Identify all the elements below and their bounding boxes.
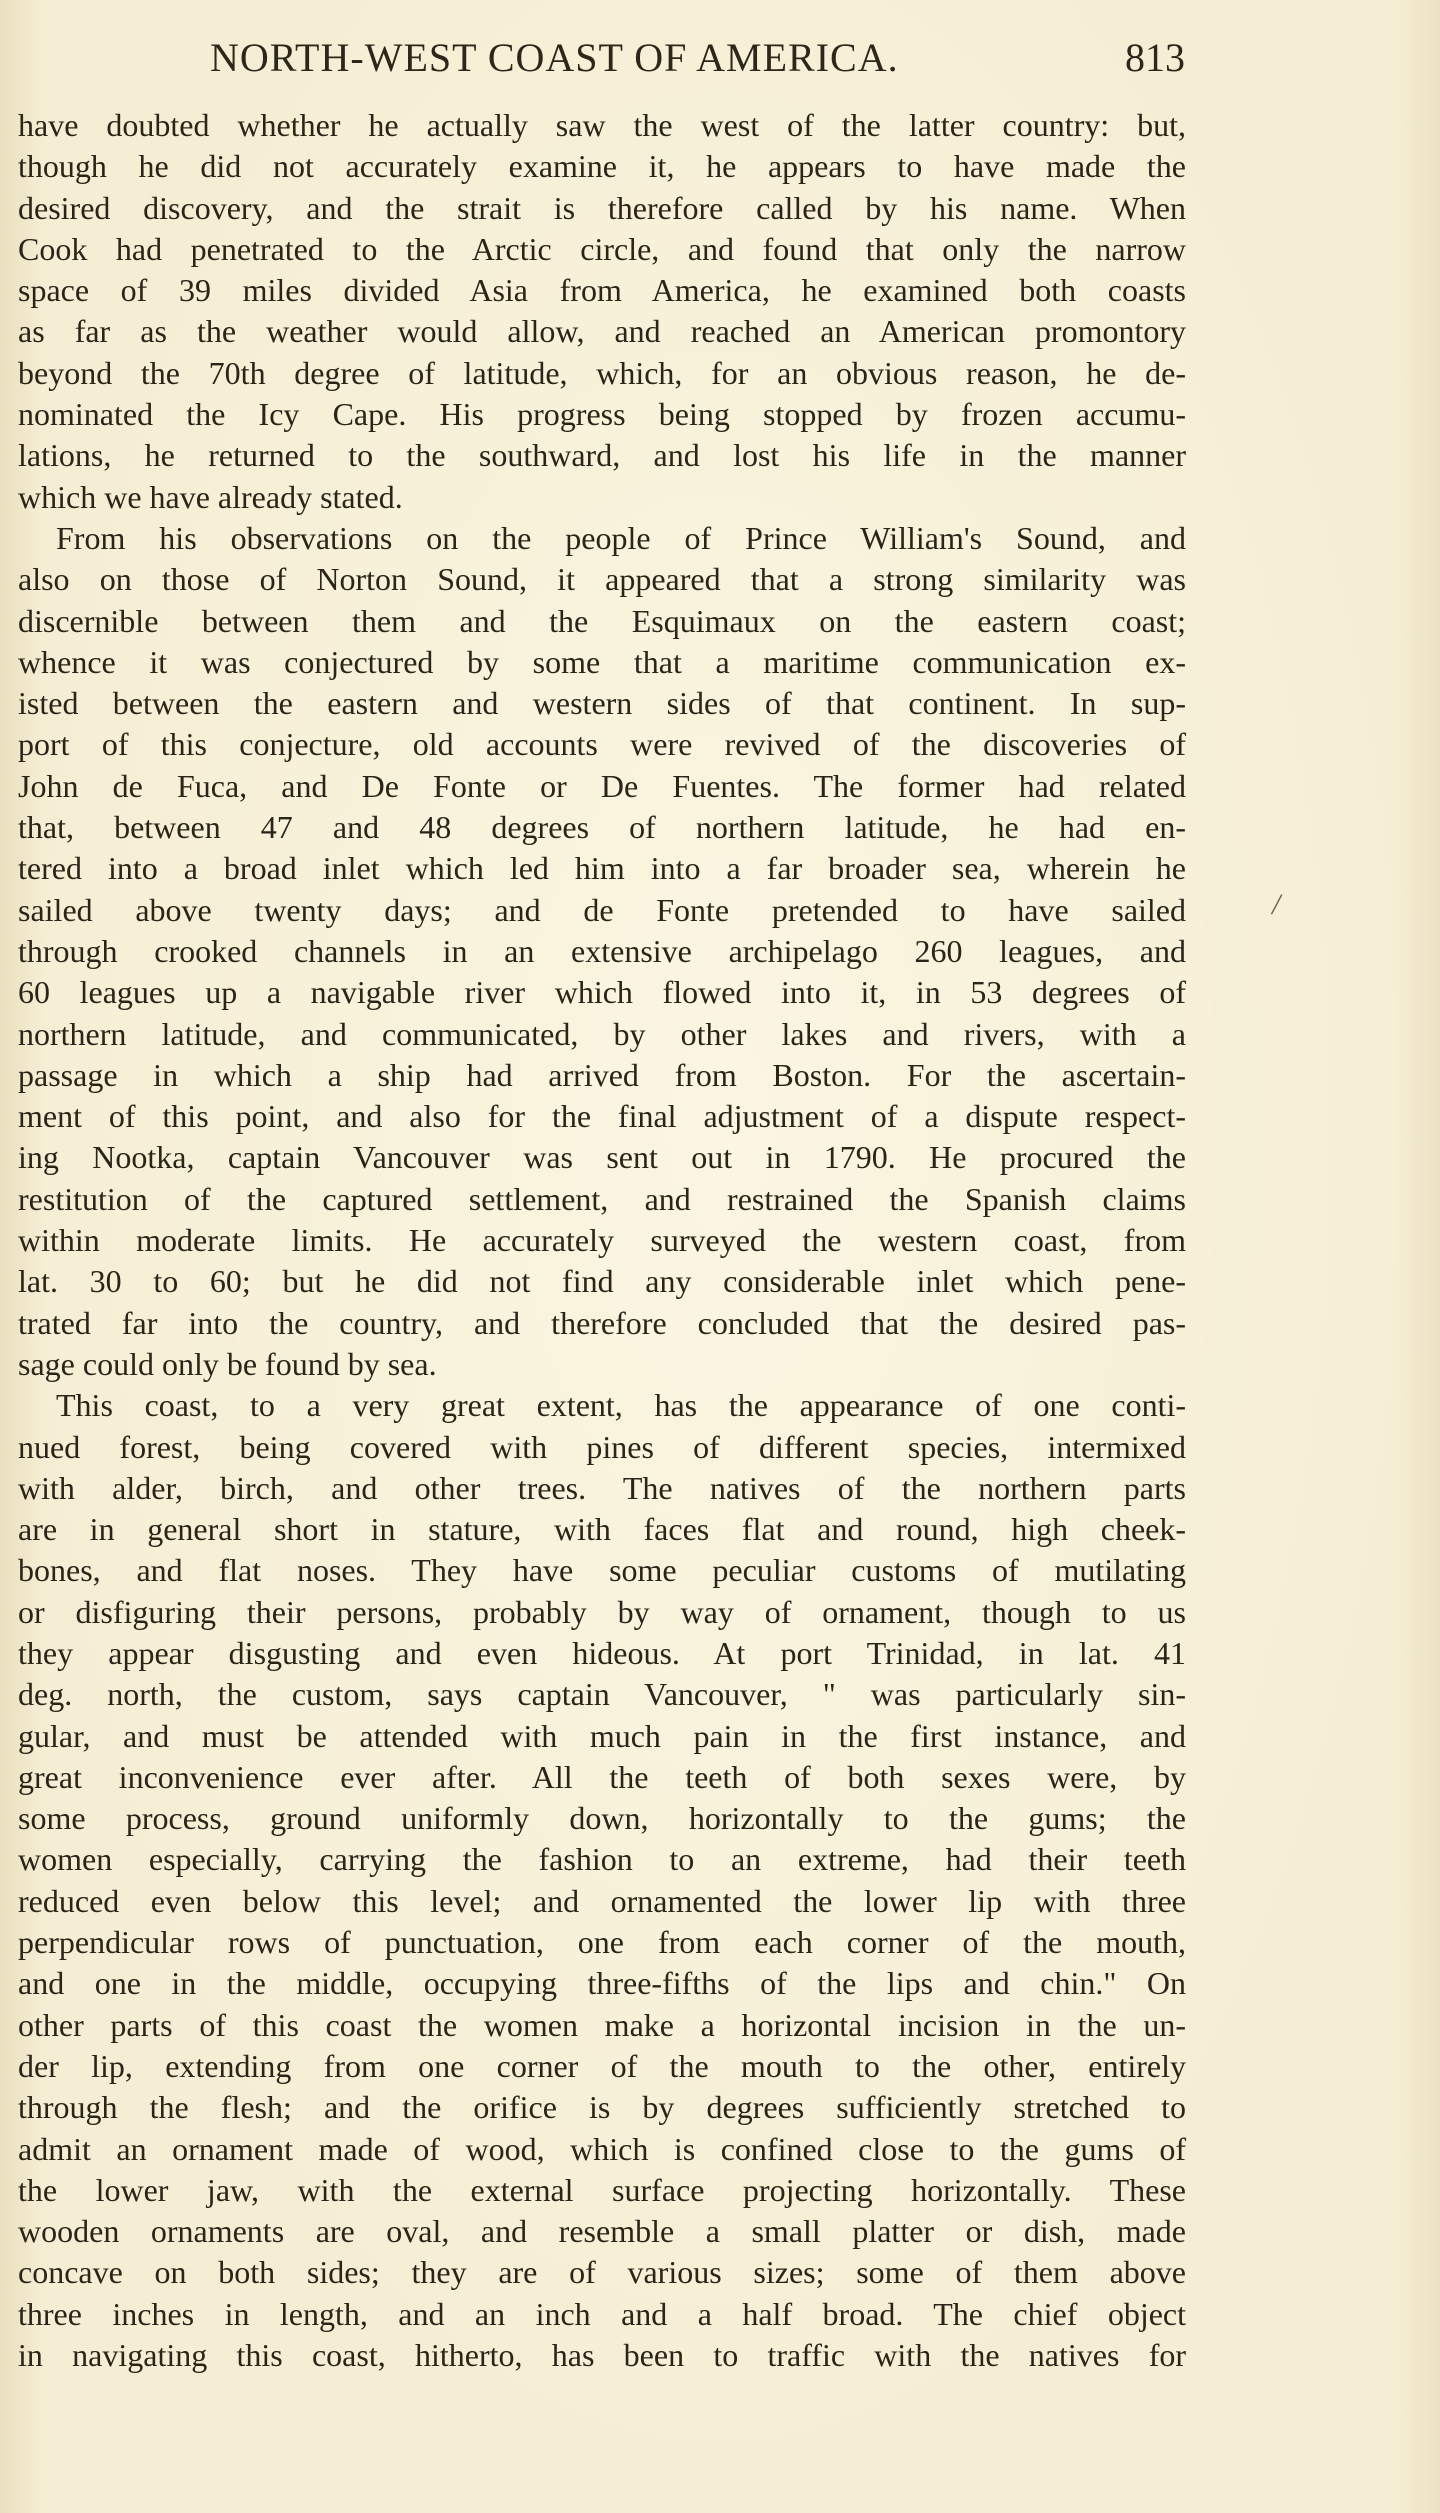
text-line: deg. north, the custom, says captain Vancouver, " was particularly sin- — [18, 1676, 1186, 1713]
text-line: have doubted whether he actually saw the west of the latter country: but, — [18, 107, 1186, 143]
text-line: beyond the 70th degree of latitude, which, for an obvious reason, he de- — [18, 354, 1186, 391]
text-line: ing Nootka, captain Vancouver was sent out in 1790. He procured the — [18, 1139, 1186, 1176]
text-line: lations, he returned to the southward, and lost his life in the manner — [18, 437, 1186, 474]
text-line: sage could only be found by sea. — [18, 1345, 437, 1382]
text-line: other parts of this coast the women make a horizontal incision in the un- — [18, 2006, 1186, 2043]
text-line: northern latitude, and communicated, by other lakes and rivers, with a — [18, 1015, 1186, 1052]
text-line: bones, and flat noses. They have some peculiar customs of mutilating — [18, 1552, 1186, 1589]
text-line: great inconvenience ever after. All the teeth of both sexes were, by — [18, 1758, 1186, 1795]
text-line: port of this conjecture, old accounts were revived of the discoveries of — [18, 726, 1186, 763]
text-line: as far as the weather would allow, and reached an American promontory — [18, 313, 1186, 350]
text-line: isted between the eastern and western sides of that continent. In sup- — [18, 685, 1186, 722]
text-line: nominated the Icy Cape. His progress being stopped by frozen accumu- — [18, 396, 1186, 433]
text-line: and one in the middle, occupying three-fifths of the lips and chin." On — [18, 1965, 1186, 2002]
text-line: that, between 47 and 48 degrees of northern latitude, he had en- — [18, 809, 1186, 846]
text-line: desired discovery, and the strait is therefore called by his name. When — [18, 189, 1186, 226]
text-line: reduced even below this level; and ornamented the lower lip with three — [18, 1882, 1186, 1919]
text-line: through crooked channels in an extensive archipelago 260 leagues, and — [18, 932, 1186, 969]
text-line: This coast, to a very great extent, has the appearance of one conti- — [56, 1387, 1186, 1424]
text-line: passage in which a ship had arrived from Boston. For the ascertain- — [18, 1056, 1186, 1093]
text-line: perpendicular rows of punctuation, one from each corner of the mouth, — [18, 1924, 1186, 1961]
text-line: some process, ground uniformly down, horizontally to the gums; the — [18, 1800, 1186, 1837]
text-line: whence it was conjectured by some that a maritime communication ex- — [18, 643, 1186, 680]
margin-mark: / — [1272, 888, 1281, 921]
text-line: admit an ornament made of wood, which is confined close to the gums of — [18, 2130, 1186, 2167]
text-line: which we have already stated. — [18, 478, 403, 515]
text-line: trated far into the country, and therefore concluded that the desired pas- — [18, 1304, 1186, 1341]
text-line: tered into a broad inlet which led him into a far broader sea, wherein he — [18, 850, 1186, 887]
text-line: Cook had penetrated to the Arctic circle, and found that only the narrow — [18, 230, 1186, 267]
text-line: der lip, extending from one corner of the mouth to the other, entirely — [18, 2047, 1186, 2084]
text-line: women especially, carrying the fashion to an extreme, had their teeth — [18, 1841, 1186, 1878]
text-line: space of 39 miles divided Asia from America, he examined both coasts — [18, 272, 1186, 309]
page-number: 813 — [1125, 35, 1185, 80]
text-line: in navigating this coast, hitherto, has been to traffic with the natives for — [18, 2337, 1186, 2374]
text-line: From his observations on the people of Prince William's Sound, and — [56, 519, 1186, 556]
text-line: are in general short in stature, with faces flat and round, high cheek- — [18, 1511, 1186, 1548]
text-line: John de Fuca, and De Fonte or De Fuentes. The former had related — [18, 767, 1186, 804]
text-line: with alder, birch, and other trees. The natives of the northern parts — [18, 1469, 1186, 1506]
text-line: ment of this point, and also for the final adjustment of a dispute respect- — [18, 1098, 1186, 1135]
text-line: restitution of the captured settlement, and restrained the Spanish claims — [18, 1180, 1186, 1217]
text-line: sailed above twenty days; and de Fonte pretended to have sailed — [18, 891, 1186, 928]
text-line: lat. 30 to 60; but he did not find any considerable inlet which pene- — [18, 1263, 1186, 1300]
text-line: within moderate limits. He accurately surveyed the western coast, from — [18, 1222, 1186, 1259]
text-line: through the flesh; and the orifice is by degrees sufficiently stretched to — [18, 2089, 1186, 2126]
text-line: wooden ornaments are oval, and resemble a small platter or dish, made — [18, 2213, 1186, 2250]
text-line: concave on both sides; they are of various sizes; some of them above — [18, 2254, 1186, 2291]
text-line: also on those of Norton Sound, it appeared that a strong similarity was — [18, 561, 1186, 598]
text-line: nued forest, being covered with pines of different species, intermixed — [18, 1428, 1186, 1465]
running-head: NORTH-WEST COAST OF AMERICA. — [210, 35, 899, 80]
text-line: 60 leagues up a navigable river which flowed into it, in 53 degrees of — [18, 974, 1186, 1011]
body-text — [18, 105, 1186, 2376]
text-line: though he did not accurately examine it, he appears to have made the — [18, 148, 1186, 185]
text-line: gular, and must be attended with much pain in the first instance, and — [18, 1717, 1186, 1754]
text-line: or disfiguring their persons, probably by way of ornament, though to us — [18, 1593, 1186, 1630]
page-header — [150, 28, 1185, 88]
text-line: three inches in length, and an inch and a half broad. The chief object — [18, 2295, 1186, 2332]
text-line: the lower jaw, with the external surface projecting horizontally. These — [18, 2171, 1186, 2208]
text-line: discernible between them and the Esquimaux on the eastern coast; — [18, 602, 1186, 639]
text-line: they appear disgusting and even hideous. At port Trinidad, in lat. 41 — [18, 1634, 1186, 1671]
